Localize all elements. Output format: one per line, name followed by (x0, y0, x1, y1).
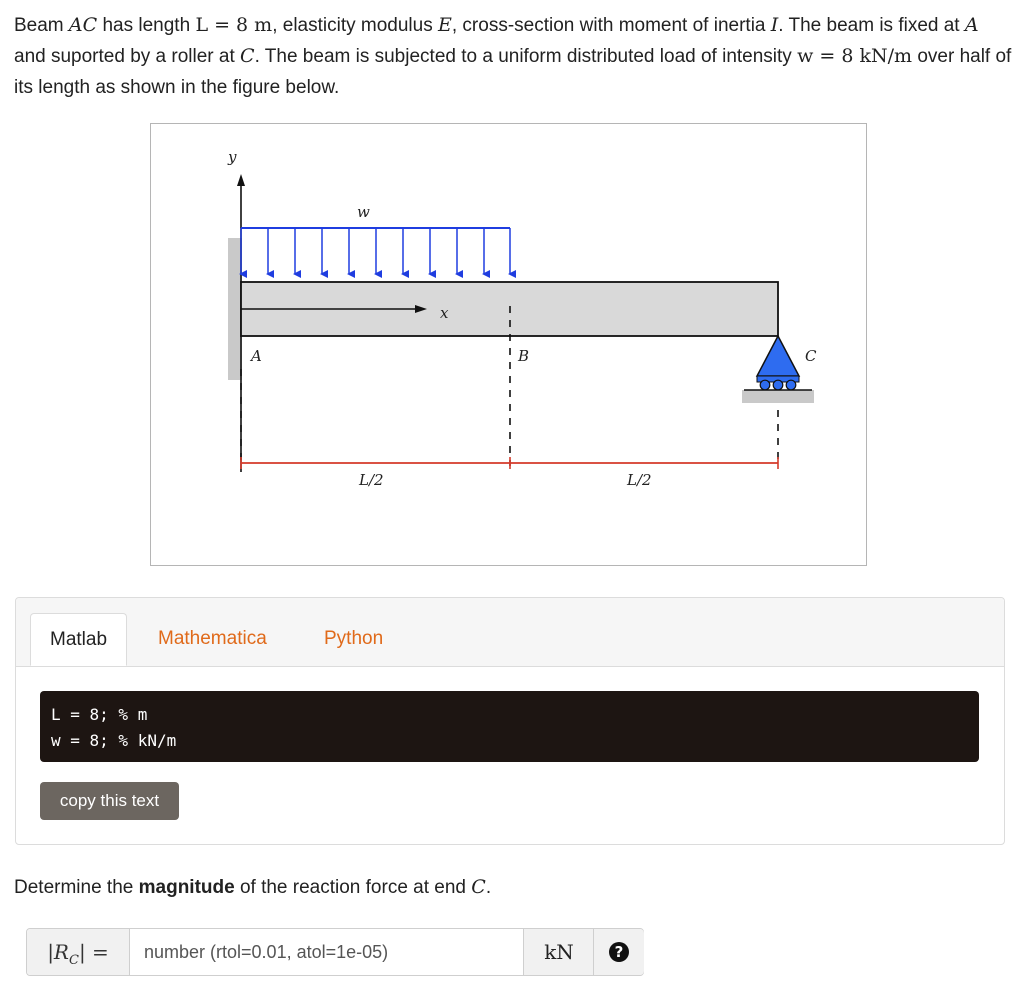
question-part: of the reaction force at end (234, 877, 472, 898)
dimension-label-left: L/2 (359, 471, 384, 489)
question-part: Determine the (14, 877, 139, 898)
modulus-symbol: E (438, 14, 452, 36)
code-block (40, 691, 979, 762)
tab-matlab[interactable]: Matlab (30, 613, 127, 666)
question-emphasis: magnitude (138, 877, 235, 898)
question-circle-icon: ? (609, 942, 629, 962)
fixed-point: A (964, 14, 979, 36)
code-line: w = 8; % kN/m (51, 731, 177, 750)
problem-text: Beam (14, 15, 69, 36)
answer-label-subscript: C (68, 953, 79, 968)
load-label: w (357, 203, 370, 221)
roller-point: C (240, 45, 255, 67)
copy-button[interactable]: copy this text (40, 782, 179, 820)
code-card (15, 597, 1005, 845)
ground (742, 390, 814, 403)
load-equation: w = 8 kN/m (797, 45, 913, 67)
y-axis-label: y (228, 148, 237, 166)
beam-diagram (151, 124, 866, 565)
x-axis-label: x (440, 304, 449, 322)
answer-label-end: | = (78, 940, 109, 964)
roller-wheel (773, 380, 783, 390)
point-b-label: B (518, 347, 530, 365)
beam-figure (150, 123, 867, 566)
question-point: C (471, 876, 486, 898)
length-equation: L = 8 m (195, 14, 273, 36)
problem-text: , cross-section with moment of inertia (451, 15, 771, 36)
point-a-label: A (251, 347, 262, 365)
problem-text: and suported by a roller at (14, 46, 241, 67)
inertia-symbol: I (770, 14, 779, 36)
tab-python[interactable]: Python (324, 628, 384, 649)
problem-statement (14, 10, 1014, 103)
roller-support (742, 336, 814, 403)
answer-label-text: |R (47, 940, 69, 964)
problem-text: , elasticity modulus (272, 15, 438, 36)
language-tabs (16, 598, 1004, 667)
problem-text: . The beam is subjected to a uniform distributed load of intensity (254, 46, 798, 67)
problem-text: . The beam is fixed at (778, 15, 965, 36)
help-button[interactable] (593, 929, 644, 975)
fixed-wall (228, 238, 242, 380)
tab-mathematica[interactable]: Mathematica (158, 628, 267, 649)
question-text (14, 876, 491, 899)
answer-label (27, 929, 130, 975)
answer-group (26, 928, 644, 976)
load-arrows (241, 228, 510, 274)
answer-input[interactable] (130, 929, 523, 975)
problem-text: has length (97, 15, 196, 36)
roller-wheel (760, 380, 770, 390)
question-part: . (485, 877, 492, 898)
dimension-label-right: L/2 (627, 471, 652, 489)
code-line: L = 8; % m (51, 705, 148, 724)
roller-wheel (786, 380, 796, 390)
answer-unit: kN (523, 929, 594, 975)
y-axis-arrow (237, 174, 245, 186)
beam-name: AC (68, 14, 98, 36)
support-triangle (757, 336, 799, 376)
problem-text: over half of its length as shown in the figure below. (14, 46, 1012, 98)
point-c-label: C (805, 347, 817, 365)
